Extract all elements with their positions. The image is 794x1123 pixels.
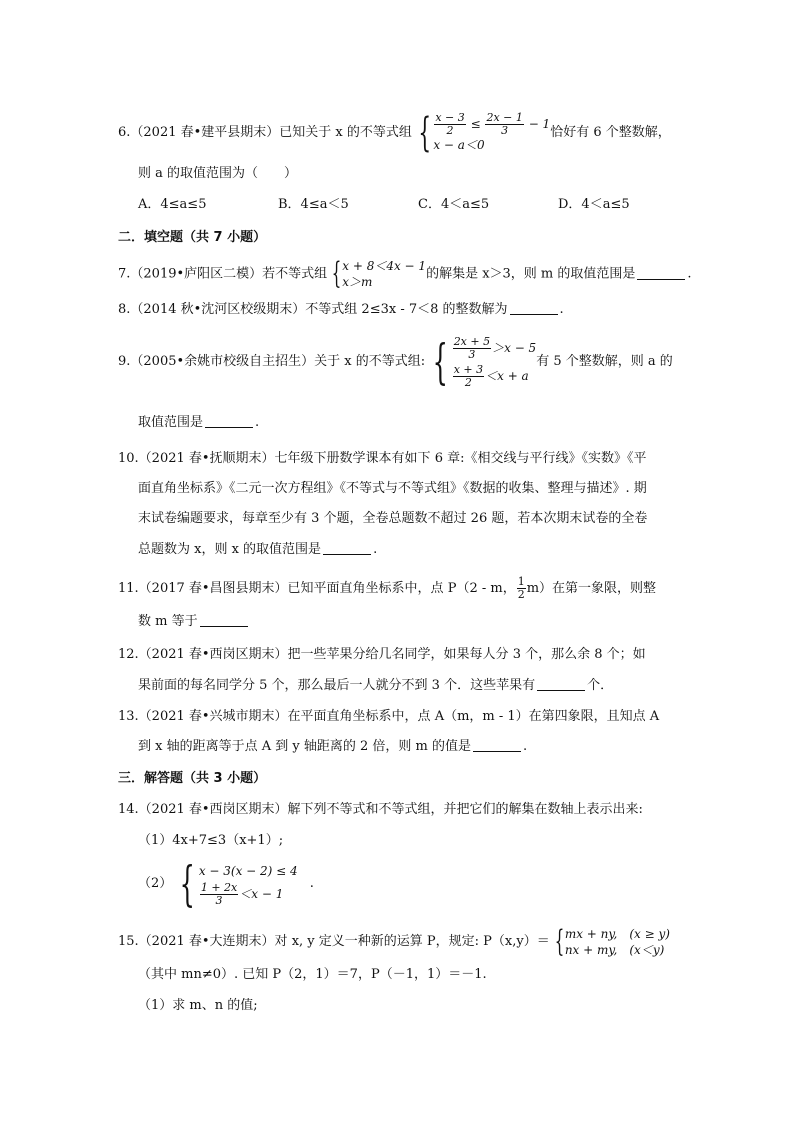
- question-9: 9.（2005•余姚市校级自主招生）关于 x 的不等式组: { $\frac{2x + 5}{3}$ ＞x − 5 $\frac{x + 3}{2}$ ＜x + a 有 5 个整数解，则 a 的: [118, 333, 673, 390]
- option-b: B．4≤a＜5: [278, 197, 349, 212]
- system-line-1: $\frac{x - 3}{2}$ ≤ $\frac{2x - 1}{3}$ − 1: [435, 111, 551, 137]
- option-d: D．4＜a≤5: [558, 197, 630, 212]
- question-13-line2: 到 x 轴的距离等于点 A 到 y 轴距离的 2 倍，则 m 的值是 .: [138, 739, 528, 754]
- system-lines: [433, 112, 550, 153]
- piecewise-definition: { mx + ny, (x ≥ y) nx + my, (x＜y): [554, 923, 670, 959]
- option-a: A．4≤a≤5: [138, 197, 207, 212]
- question-15-line2: （其中 mn≠0）. 已知 P（2，1）＝7，P（－1，1）＝－1.: [138, 967, 487, 982]
- question-10-line3: 末试卷编题要求，每章至少有 3 个题，全卷总题数不超过 26 题，若本次期末试卷的全卷: [138, 511, 648, 526]
- left-brace: {: [554, 923, 565, 959]
- question-6-prefix: 6.（2021 春•建平县期末）已知关于 x 的不等式组: [118, 125, 412, 140]
- option-c: C．4＜a≤5: [418, 197, 490, 212]
- question-10-line1: 10.（2021 春•抚顺期末）七年级下册数学课本有如下 6 章:《相交线与平行线》《实数》《平: [118, 451, 647, 466]
- question-13-line1: 13.（2021 春•兴城市期末）在平面直角坐标系中，点 A（m，m - 1）在第四象限，且知点 A: [118, 709, 660, 724]
- left-brace: {: [179, 855, 196, 912]
- question-14-part2: （2） { x − 3(x − 2) ≤ 4 $\frac{1 + 2x}{3}$ ＜x − 1 .: [138, 855, 314, 912]
- question-14-part1: （1）4x+7≤3（x+1）;: [138, 833, 284, 848]
- question-10-line4: 总题数为 x，则 x 的取值范围是 .: [138, 542, 378, 557]
- answer-blank: [473, 737, 521, 752]
- question-12-line1: 12.（2021 春•西岗区期末）把一些苹果分给几名同学，如果每人分 3 个，那么余 8 个；如: [118, 647, 646, 662]
- question-6: [118, 109, 678, 156]
- question-15-line3: （1）求 m、n 的值;: [138, 998, 258, 1013]
- fraction: $\frac{2x - 1}{3}$: [486, 111, 523, 137]
- fraction: $\frac{x - 3}{2}$: [435, 111, 465, 137]
- answer-blank: [205, 413, 253, 428]
- question-15: 15.（2021 春•大连期末）对 x, y 定义一种新的运算 P，规定: P（x,y）＝ { mx + ny, (x ≥ y) nx + my, (x＜y): [118, 923, 670, 959]
- question-11: 11.（2017 春•昌图县期末）已知平面直角坐标系中，点 P（2 - m， $\frac{1}{2}$ m）在第一象限，则整: [118, 575, 657, 601]
- question-11-line2: 数 m 等于: [138, 612, 678, 632]
- question-6-suffix: 恰好有 6 个整数解，: [550, 125, 671, 140]
- system-line-2: x − a＜0: [433, 138, 485, 152]
- left-brace: {: [331, 256, 342, 291]
- left-brace: {: [432, 333, 449, 390]
- fraction: $\frac{1}{2}$: [517, 575, 525, 601]
- inequality-system: { x + 8＜4x − 1 x＞m: [331, 256, 427, 291]
- answer-blank: [637, 265, 685, 280]
- answer-blank: [323, 540, 371, 555]
- answer-blank: [537, 676, 585, 691]
- question-14-line1: 14.（2021 春•西岗区期末）解下列不等式和不等式组，并把它们的解集在数轴上表示出来:: [118, 802, 643, 817]
- inequality-system: { x − 3(x − 2) ≤ 4 $\frac{1 + 2x}{3}$ ＜x − 1: [179, 855, 298, 912]
- answer-blank: [510, 300, 558, 315]
- inequality-system: [412, 109, 551, 156]
- question-9-line2: 取值范围是 .: [138, 415, 260, 430]
- question-10-line2: 面直角坐标系》《二元一次方程组》《不等式与不等式组》《数据的收集、整理与描述》. 期: [138, 481, 647, 496]
- section-heading-fill-in: 二．填空题（共 7 小题）: [118, 230, 267, 245]
- question-7: 7.（2019•庐阳区二模）若不等式组 { x + 8＜4x − 1 x＞m 的解集是 x＞3，则 m 的取值范围是 .: [118, 256, 692, 291]
- answer-blank: [200, 612, 248, 627]
- left-brace: {: [418, 109, 431, 156]
- question-12-line2: 果前面的每名同学分 5 个，那么最后一人就分不到 3 个．这些苹果有 个．: [138, 678, 614, 693]
- question-8: 8.（2014 秋•沈河区校级期末）不等式组 2≤3x - 7＜8 的整数解为 .: [118, 302, 564, 317]
- section-heading-answer: 三．解答题（共 3 小题）: [118, 771, 267, 786]
- question-6-line2: 则 a 的取值范围为（ ）: [138, 166, 298, 181]
- question-6-options: [138, 195, 678, 215]
- inequality-system: { $\frac{2x + 5}{3}$ ＞x − 5 $\frac{x + 3}{2}$ ＜x + a: [432, 333, 537, 390]
